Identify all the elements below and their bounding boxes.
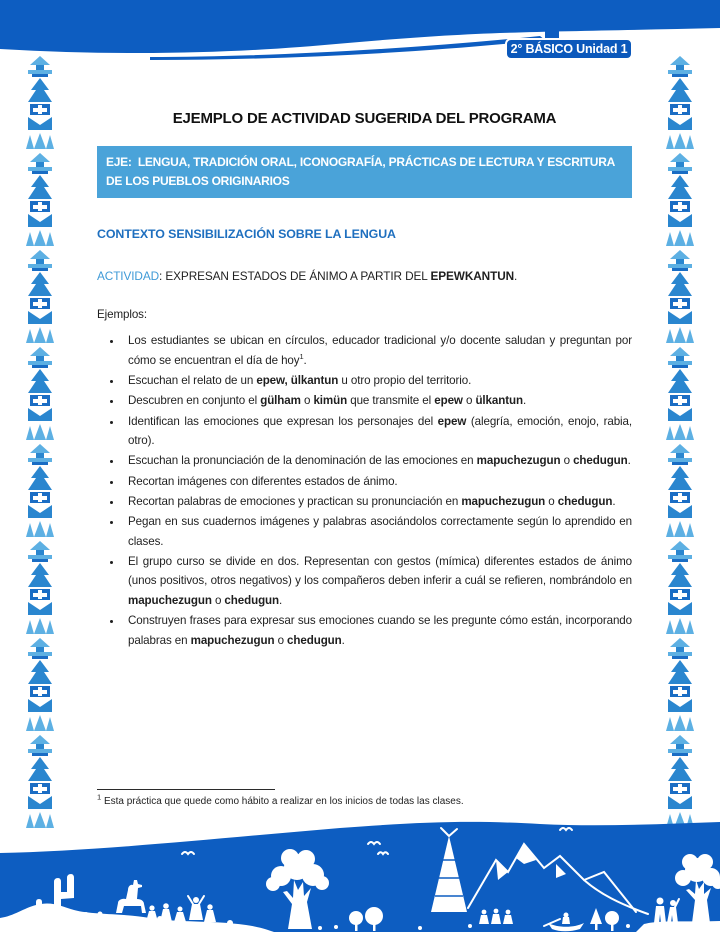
- list-item: • Escuchan la pronunciación de la denominación de las emociones en mapuchezugun o chedugun.: [123, 451, 632, 470]
- footnote: [97, 789, 632, 809]
- unit-badge-label: 2° BÁSICO Unidad 1: [510, 42, 628, 56]
- footnote-marker: 1: [97, 792, 102, 802]
- list-item: • Los estudiantes se ubican en círculos, educador tradicional y/o docente saludan y preguntan por cómo se encuentran el día de hoy$^1$.: [123, 331, 632, 370]
- footnote-separator: [97, 789, 275, 790]
- list-item: • Identifican las emociones que expresan los personajes del epew (alegría, emoción, enojo, rabia, otro).: [123, 412, 632, 451]
- examples-label: Ejemplos:: [97, 307, 148, 321]
- list-item: • El grupo curso se divide en dos. Representan con gestos (mímica) diferentes estados de ánimo (unos positivos, otros negativos) y los compañeros deben inferir a cuál se refieren, nombrándolo en mapuchezugun o chedugun.: [123, 552, 632, 610]
- page-title: EJEMPLO DE ACTIVIDAD SUGERIDA DEL PROGRAMA: [172, 110, 557, 127]
- unit-badge: [505, 38, 633, 60]
- list-item: • Pegan en sus cuadernos imágenes y palabras asociándolos correctamente según lo aprendido en clases.: [123, 512, 632, 551]
- right-ornament-border: [663, 56, 697, 836]
- examples-list: [97, 331, 632, 650]
- eje-banner: EJE: LENGUA, TRADICIÓN ORAL, ICONOGRAFÍA, PRÁCTICAS DE LECTURA Y ESCRITURA DE LOS PUEBLOS ORIGINARIOS: [97, 146, 632, 198]
- context-heading: CONTEXTO SENSIBILIZACIÓN SOBRE LA LENGUA: [97, 227, 396, 242]
- list-item: • Escuchan el relato de un epew, ülkantun u otro propio del territorio.: [123, 371, 632, 390]
- list-item: • Descubren en conjunto el gülham o kimün que transmite el epew o ülkantun.: [123, 391, 632, 410]
- activity-label: ACTIVIDAD: [97, 269, 160, 284]
- list-item: • Recortan palabras de emociones y practican su pronunciación en mapuchezugun o chedugun.: [123, 492, 632, 511]
- left-ornament-border: [23, 56, 57, 836]
- bird-icon: [378, 852, 388, 854]
- footnote-text: Esta práctica que quede como hábito a realizar en los inicios de todas las clases.: [101, 796, 464, 807]
- activity-text: EXPRESAN ESTADOS DE ÁNIMO A PARTIR DEL EPEWKANTUN.: [165, 269, 518, 284]
- list-item: • Construyen frases para expresar sus emociones cuando se les pregunte cómo están, incorporando palabras en mapuchezugun o chedugun.: [123, 611, 632, 650]
- document-content: [97, 106, 632, 651]
- list-item: • Recortan imágenes con diferentes estados de ánimo.: [123, 472, 632, 491]
- activity-separator: :: [159, 269, 166, 284]
- activity-line: [97, 267, 632, 287]
- footer-landscape-art: [0, 820, 720, 932]
